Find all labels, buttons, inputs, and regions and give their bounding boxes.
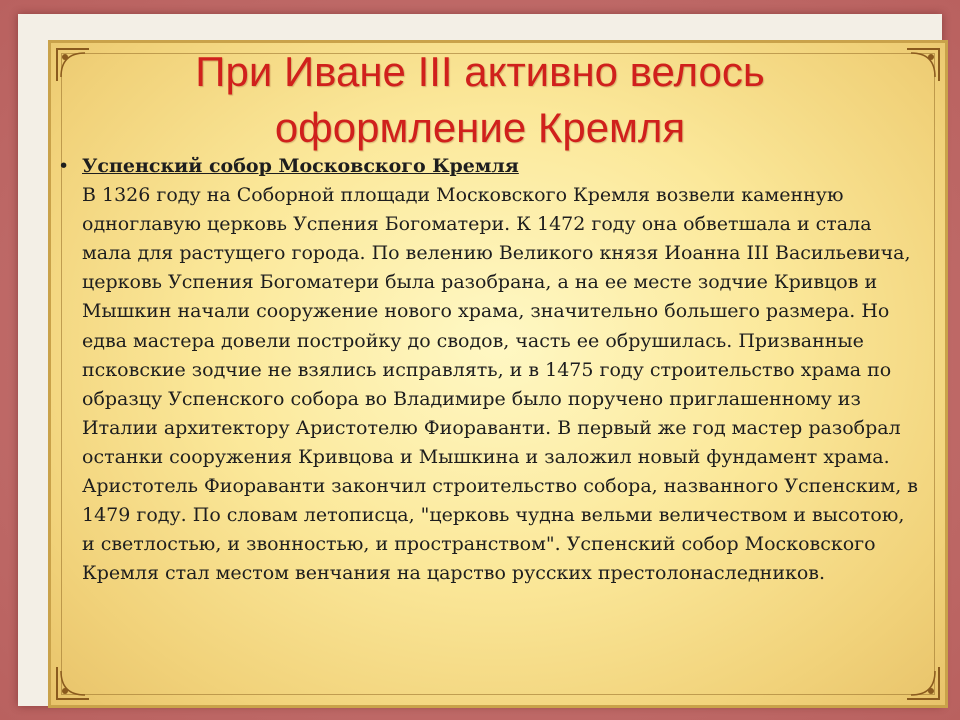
title-line-2: оформление Кремля <box>274 104 686 151</box>
slide-title <box>60 44 900 156</box>
bullet-icon: • <box>58 155 70 177</box>
slide-body <box>58 152 918 588</box>
corner-ornament-icon <box>903 45 943 85</box>
item-paragraph: В 1326 году на Соборной площади Московского Кремля возвели каменную одноглавую церковь Успения Богоматери. К 1472 году она обветшала и стала мала для растущего города. По велению Великого князя Иоанна III Васильевича, церковь Успения Богоматери была разобрана, а на ее месте зодчие Кривцов и Мышкин начали сооружение нового храма, значительно большего размера. Но едва мастера довели постройку до сводов, часть ее обрушилась. Призванные псковские зодчие не взялись исправлять, и в 1475 году строительство храма по образцу Успенского собора во Владимире было поручено приглашенному из Италии архитектору Аристотелю Фиораванти. В первый же год мастер разобрал останки сооружения Кривцова и Мышкина и заложил новый фундамент храма. Аристотель Фиораванти закончил строительство собора, названного Успенским, в 1479 году. По словам летописца, "церковь чудна вельми величеством и высотою, и светлостью, и звонностью, и пространством". Успенский собор Московского Кремля стал местом венчания на царство русских престолонаследников. <box>82 184 918 585</box>
list-item <box>82 152 918 588</box>
title-line-1: При Иване III активно велось <box>195 48 765 95</box>
corner-ornament-icon <box>53 663 93 703</box>
corner-ornament-icon <box>903 663 943 703</box>
item-heading: Успенский собор Московского Кремля <box>82 155 519 177</box>
